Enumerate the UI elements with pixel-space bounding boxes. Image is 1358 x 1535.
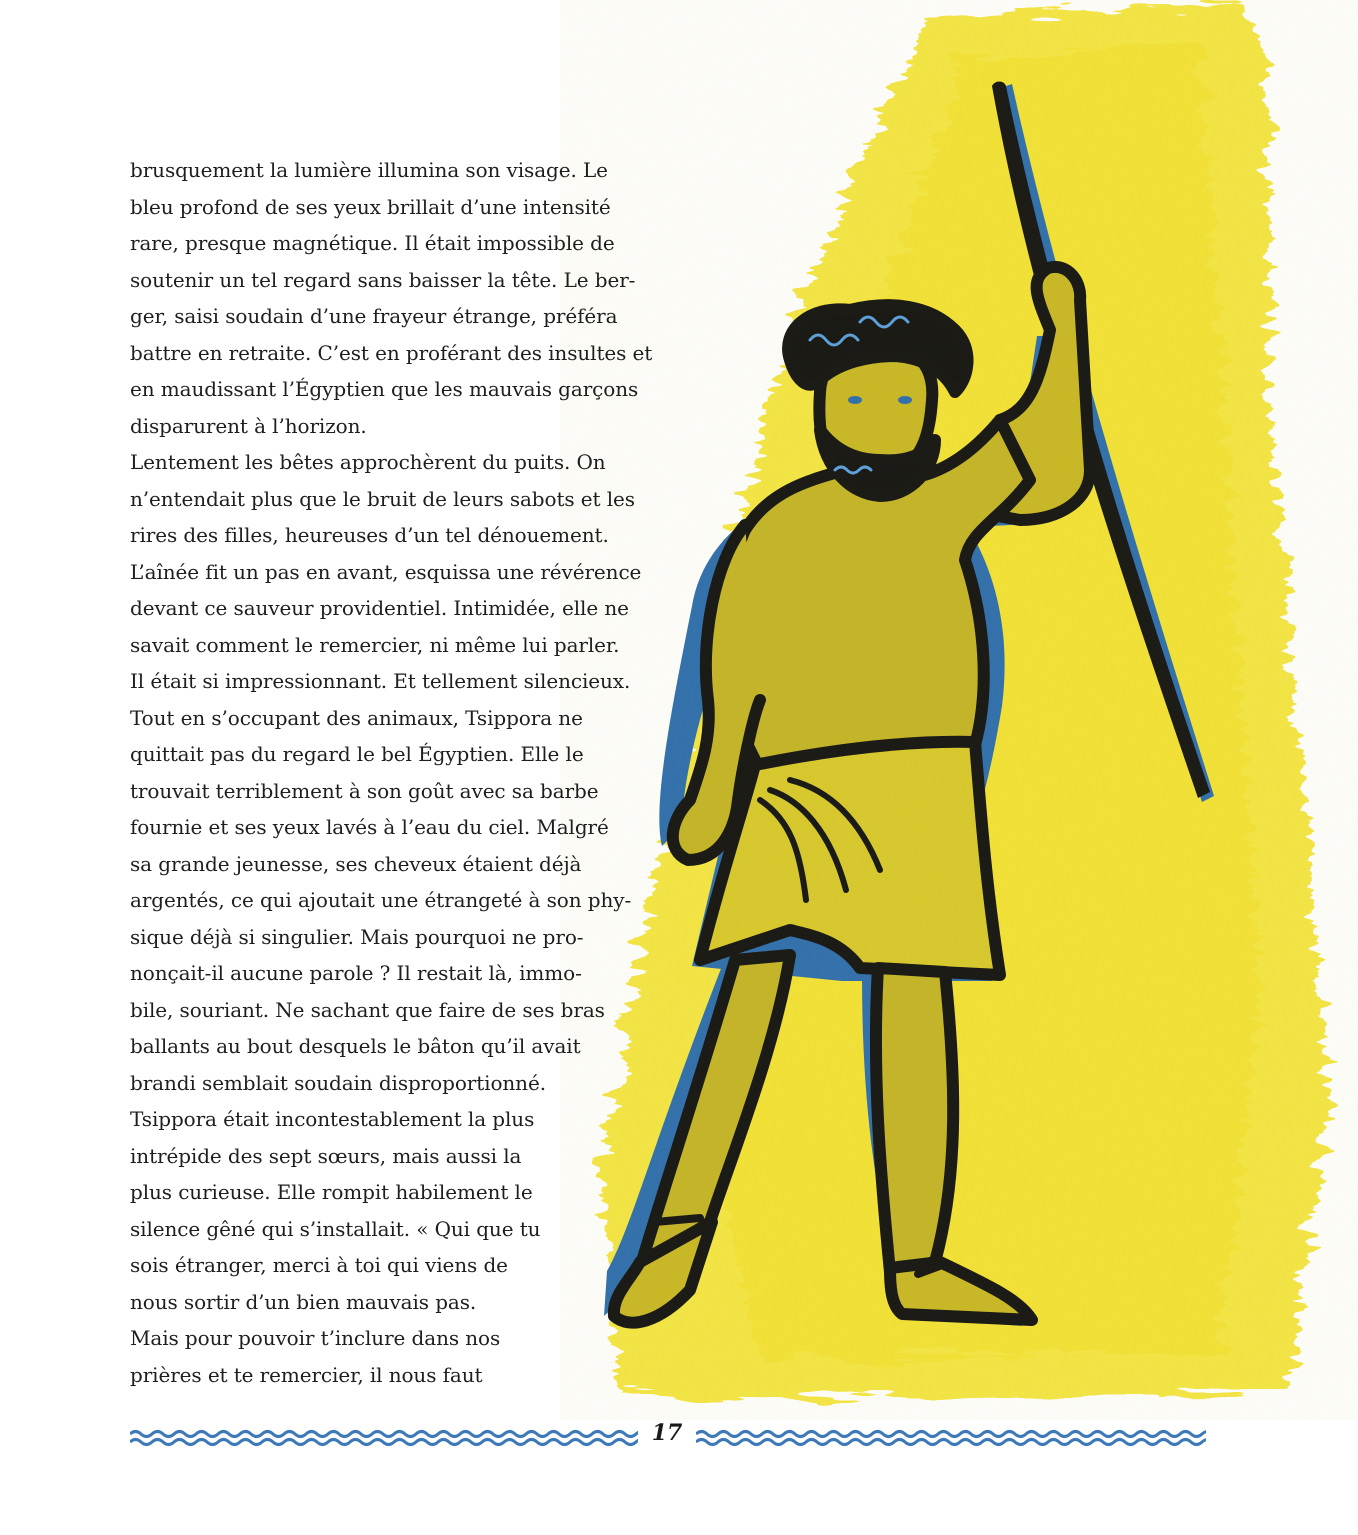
text-line: Lentement les bêtes approchèrent du puits. On xyxy=(130,450,606,474)
text-line: trouvait terriblement à son goût avec sa barbe xyxy=(130,778,599,803)
text-line: fournie et ses yeux lavés à l’eau du ciel. Malgré xyxy=(130,815,609,839)
text-line: en maudissant l’Égyptien que les mauvais garçons xyxy=(130,377,639,401)
body-text xyxy=(130,152,653,1393)
wave-ornament-right xyxy=(696,1428,1206,1448)
text-line: rires des filles, heureuses d’un tel dénouement. xyxy=(130,523,609,547)
text-line: bleu profond de ses yeux brillait d’une intensité xyxy=(130,194,611,219)
page-number: 17 xyxy=(651,1420,683,1446)
text-line: Il était si impressionnant. Et tellement silencieux. xyxy=(130,669,631,693)
text-line: bile, souriant. Ne sachant que faire de ses bras xyxy=(130,997,605,1022)
text-line: savait comment le remercier, ni même lui parler. xyxy=(130,632,620,657)
page-footer xyxy=(130,1418,1206,1458)
text-line: ballants au bout desquels le bâton qu’il avait xyxy=(130,1034,581,1058)
text-line: sa grande jeunesse, ses cheveux étaient déjà xyxy=(130,851,582,876)
text-line: Tsippora était incontestablement la plus xyxy=(130,1107,535,1131)
text-line: brandi semblait soudain disproportionné. xyxy=(130,1070,546,1095)
text-line: quittait pas du regard le bel Égyptien. Elle le xyxy=(130,742,584,766)
text-line: sois étranger, merci à toi qui viens de xyxy=(130,1253,508,1277)
text-line: silence gêné qui s’installait. « Qui que tu xyxy=(130,1216,541,1241)
text-line: nonçait-il aucune parole ? Il restait là, immo- xyxy=(130,961,582,985)
text-line: nous sortir d’un bien mauvais pas. xyxy=(130,1289,477,1314)
text-line: soutenir un tel regard sans baisser la tête. Le ber- xyxy=(130,267,636,292)
text-line: devant ce sauveur providentiel. Intimidée, elle ne xyxy=(130,596,629,620)
text-line: L’aînée fit un pas en avant, esquissa une révérence xyxy=(130,559,642,584)
text-line: ger, saisi soudain d’une frayeur étrange, préféra xyxy=(130,304,618,328)
text-line: Mais pour pouvoir t’inclure dans nos xyxy=(130,1326,501,1350)
text-line: n’entendait plus que le bruit de leurs sabots et les xyxy=(130,486,635,511)
text-line: battre en retraite. C’est en proférant des insultes et xyxy=(130,340,653,365)
text-line: prières et te remercier, il nous faut xyxy=(130,1362,483,1387)
wave-ornament-left xyxy=(130,1428,638,1448)
text-line: plus curieuse. Elle rompit habilement le xyxy=(130,1180,533,1204)
text-line: Tout en s’occupant des animaux, Tsippora ne xyxy=(130,705,583,730)
text-line: argentés, ce qui ajoutait une étrangeté à son phy- xyxy=(130,888,632,912)
text-line: intrépide des sept sœurs, mais aussi la xyxy=(130,1143,522,1168)
text-line: brusquement la lumière illumina son visage. Le xyxy=(130,158,608,182)
illustration-man-with-staff xyxy=(560,0,1358,1420)
text-line: disparurent à l’horizon. xyxy=(130,413,367,438)
text-line: rare, presque magnétique. Il était impossible de xyxy=(130,231,615,255)
text-line: sique déjà si singulier. Mais pourquoi ne pro- xyxy=(130,924,584,949)
